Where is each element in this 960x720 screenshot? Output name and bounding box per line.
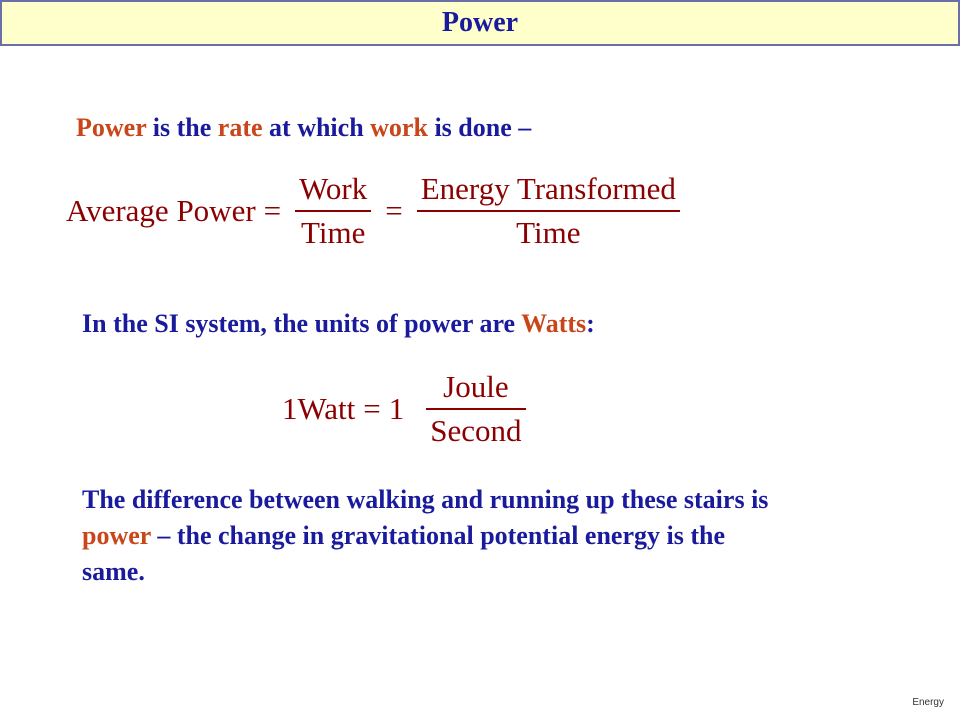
definition-word-work: work [370, 113, 428, 142]
fraction-numerator-joule: Joule [443, 369, 509, 404]
joule-over-second-fraction [426, 370, 525, 448]
fraction-numerator-energy: Energy Transformed [420, 171, 676, 206]
explanation-word-power: power [82, 521, 151, 550]
si-units-statement [82, 309, 595, 339]
si-unit-watts: Watts [521, 309, 587, 338]
explanation-paragraph [82, 482, 782, 590]
watt-coefficient: 1 [388, 391, 405, 427]
average-power-equation [66, 172, 686, 250]
explanation-text-2: – the change in gravitational potential energy is the same. [82, 521, 725, 586]
average-power-label: Average Power [66, 193, 256, 229]
equals-sign: = [363, 391, 381, 427]
fraction-denominator-time: Time [295, 210, 371, 250]
footer-label: Energy [912, 697, 944, 708]
equals-sign: = [263, 193, 282, 229]
fraction-denominator-second: Second [426, 408, 525, 448]
definition-text-2: at which [262, 113, 371, 142]
fraction-denominator-time: Time [417, 210, 680, 250]
watt-label: 1Watt [282, 391, 356, 427]
energy-over-time-fraction [417, 172, 680, 250]
si-units-colon: : [586, 309, 595, 338]
si-units-text: In the SI system, the units of power are [82, 309, 522, 338]
title-bar [0, 0, 960, 46]
work-over-time-fraction [295, 172, 371, 250]
equals-sign: = [385, 193, 403, 229]
fraction-numerator-work: Work [299, 171, 368, 206]
definition-word-power: Power [76, 113, 147, 142]
explanation-text-1: The difference between walking and running up these stairs is [82, 485, 769, 514]
definition-text-1: is the [146, 113, 218, 142]
power-definition [76, 113, 531, 143]
definition-word-rate: rate [217, 113, 263, 142]
watt-equation [282, 370, 532, 448]
page-title: Power [441, 7, 519, 38]
definition-text-3: is done – [427, 113, 532, 142]
